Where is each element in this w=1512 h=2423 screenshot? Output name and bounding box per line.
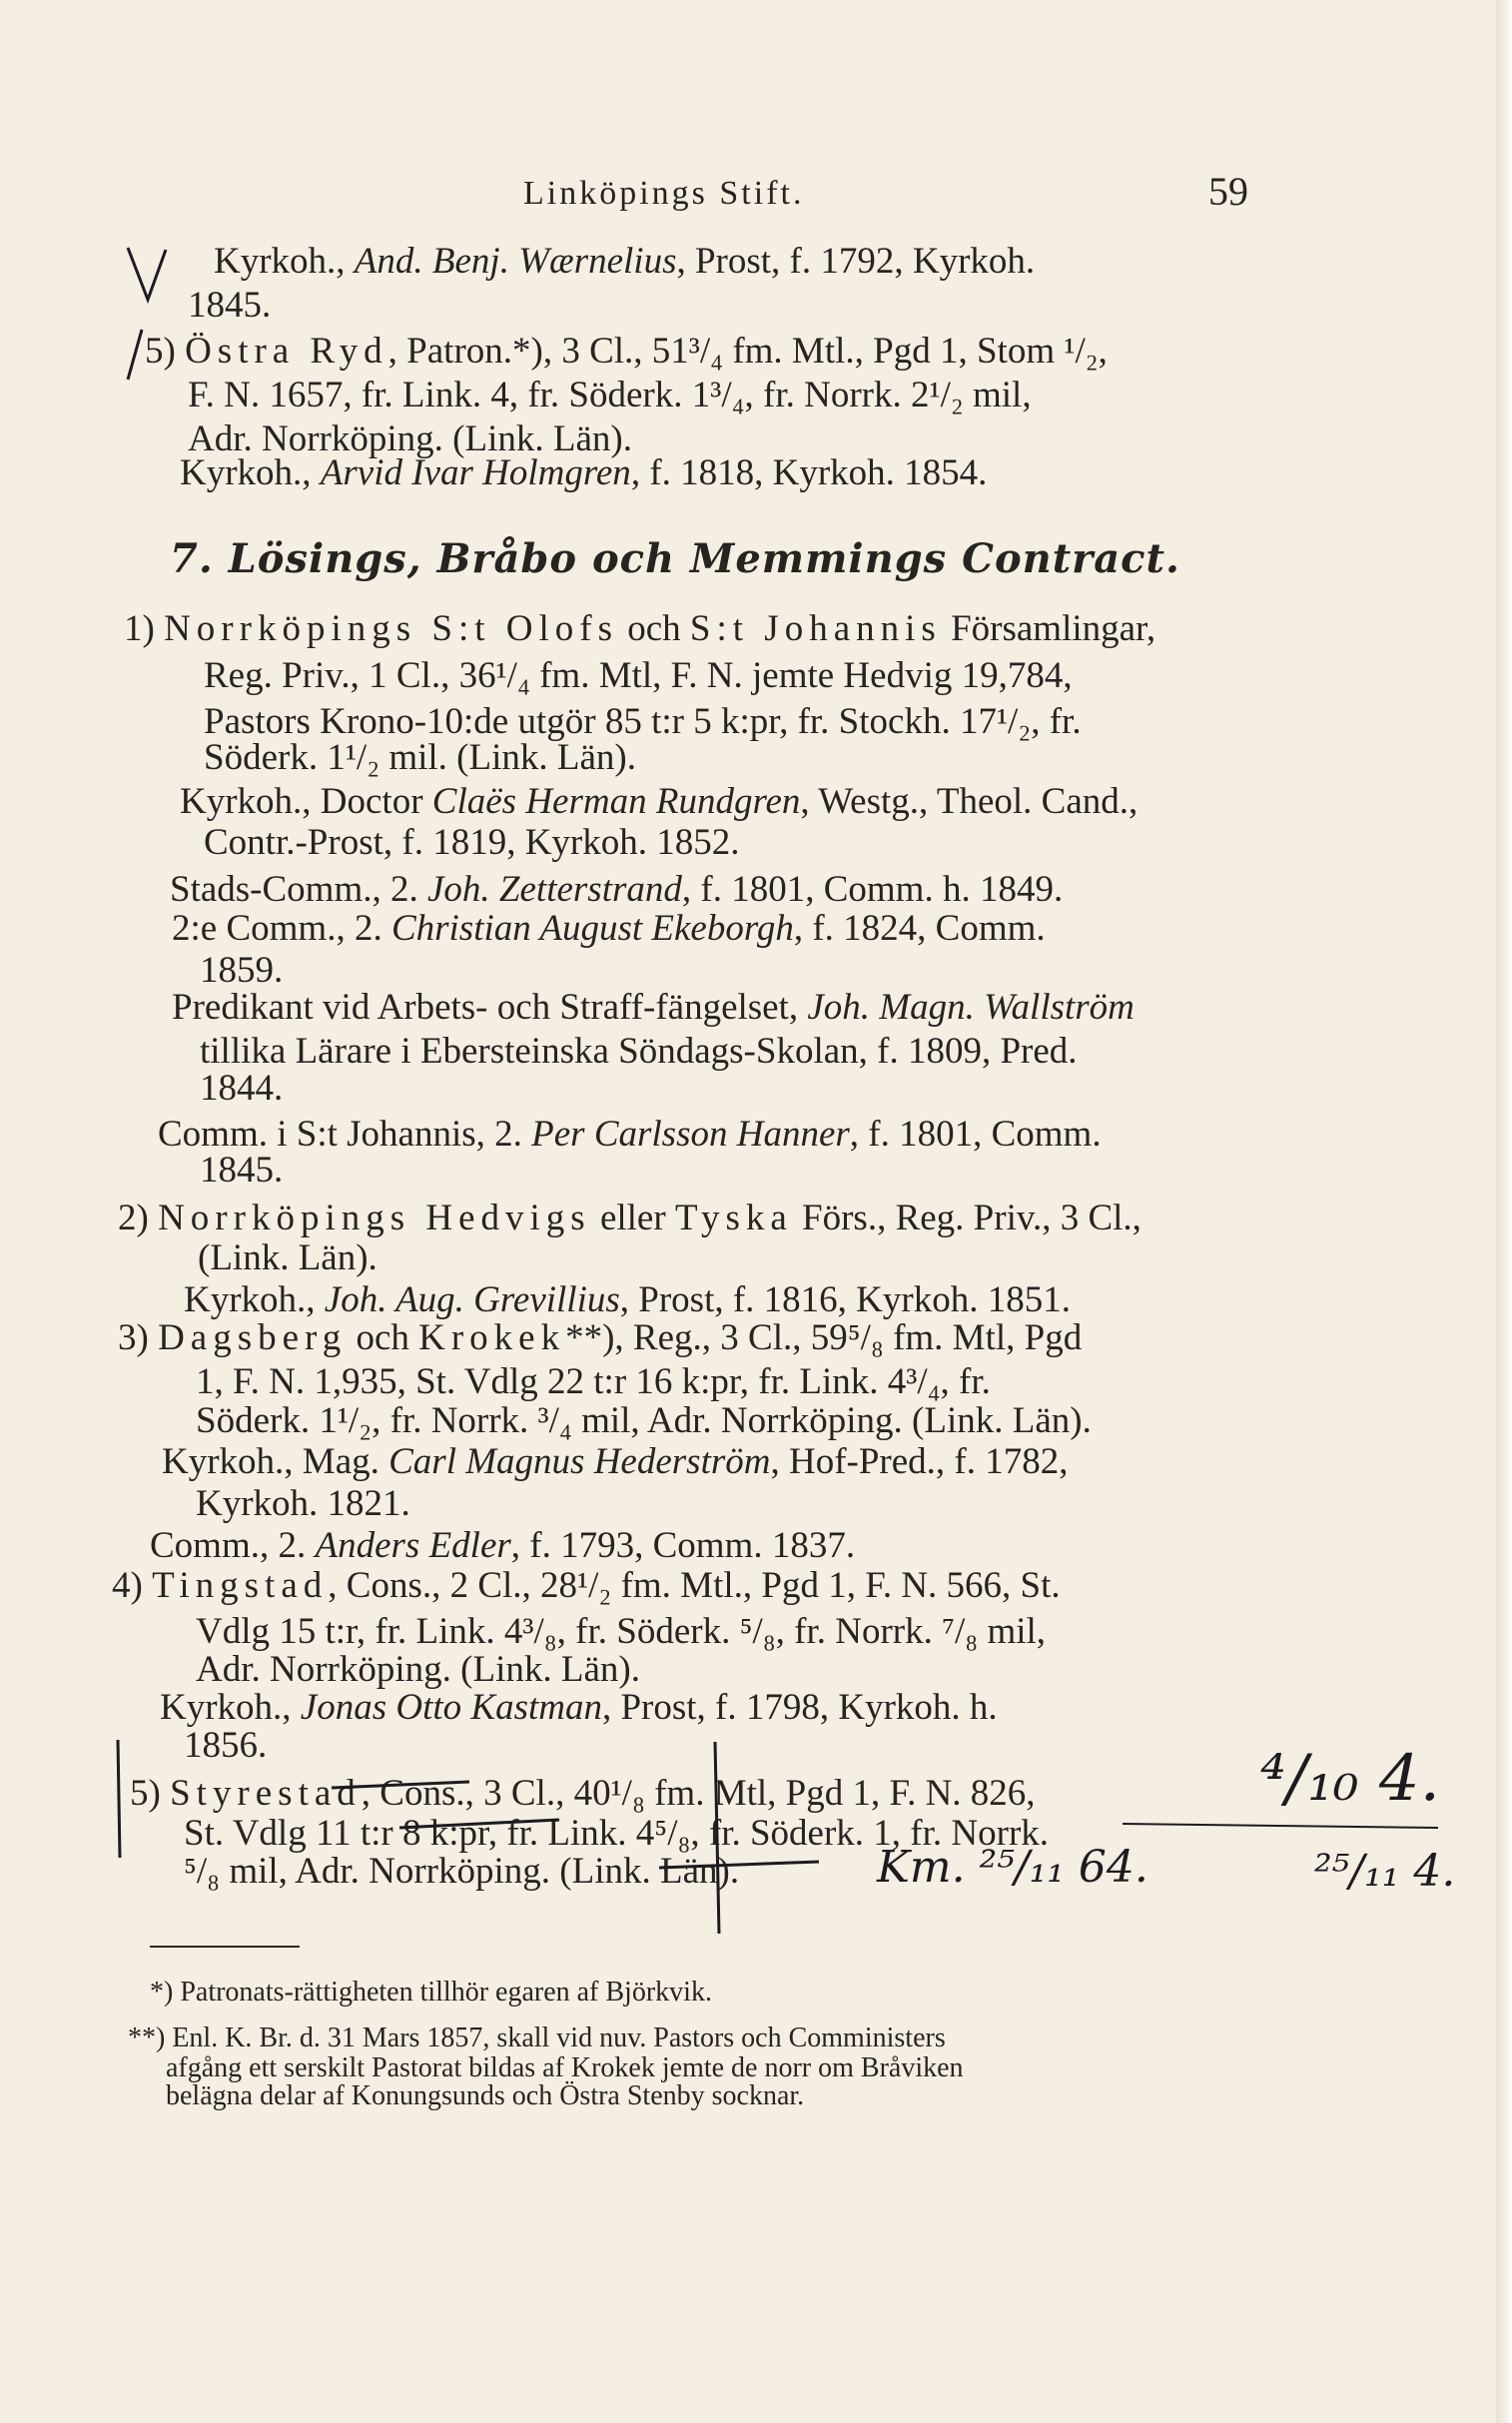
- text-line: St. Vdlg 11 t:r 8 k:pr, fr. Link. 4⁵/₈, fr. Söderk. 1, fr. Norrk.: [184, 1813, 1050, 1854]
- entry-line: 2) Norrköpings Hedvigs eller Tyska Förs., Reg. Priv., 3 Cl.,: [118, 1198, 1141, 1238]
- person-name: And. Benj. Wærnelius: [354, 241, 677, 282]
- section-heading: 7. Lösings, Bråbo och Memmings Contract.: [170, 535, 1180, 582]
- running-header: Linköpings Stift.: [523, 175, 805, 212]
- handwritten-note: Km. ²⁵/₁₁ 64.: [877, 1842, 1148, 1893]
- parish-name: Tingstad: [152, 1565, 329, 1606]
- parish-name: S:t Johannis: [689, 608, 942, 649]
- text-line: Kyrkoh., Doctor Claës Herman Rundgren, Westg., Theol. Cand.,: [180, 781, 1138, 822]
- parish-name: Norrköpings Hedvigs: [158, 1198, 591, 1238]
- text-line: Kyrkoh., Arvid Ivar Holmgren, f. 1818, Kyrkoh. 1854.: [180, 452, 988, 493]
- parish-name: Krokek: [418, 1317, 566, 1358]
- text-line: Vdlg 15 t:r, fr. Link. 4³/₈, fr. Söderk. ⁵/₈, fr. Norrk. ⁷/₈ mil,: [196, 1611, 1047, 1652]
- parish-name: Östra Ryd: [185, 331, 388, 372]
- text-line: 1845.: [200, 1150, 284, 1191]
- margin-line: [118, 1740, 120, 1858]
- text-line: 1856.: [184, 1725, 268, 1766]
- person-name: Joh. Magn. Wallström: [807, 987, 1134, 1028]
- text-line: Predikant vid Arbets- och Straff-fängelset, Joh. Magn. Wallström: [172, 987, 1134, 1028]
- strike-line: [332, 1782, 469, 1788]
- pen-stroke: [128, 330, 142, 380]
- text-line: 1859.: [200, 950, 284, 991]
- text-line: Pastors Krono-10:de utgör 85 t:r 5 k:pr, fr. Stockh. 17¹/₂, fr.: [204, 701, 1082, 742]
- entry-line: 5) Östra Ryd, Patron.*), 3 Cl., 51³/₄ fm. Mtl., Pgd 1, Stom ¹/₂,: [145, 331, 1108, 372]
- text-line: Stads-Comm., 2. Joh. Zetterstrand, f. 1801, Comm. h. 1849.: [170, 869, 1064, 910]
- footnote-continuation: belägna delar af Konungsunds och Östra Stenby socknar.: [166, 2080, 805, 2111]
- handwritten-note: ⁴/₁₀ 4.: [1260, 1742, 1440, 1816]
- text-line: Adr. Norrköping. (Link. Län).: [196, 1649, 640, 1690]
- person-name: Per Carlsson Hanner: [531, 1114, 850, 1155]
- text-line: Kyrkoh., Jonas Otto Kastman, Prost, f. 1798, Kyrkoh. h.: [160, 1687, 998, 1728]
- text-line: 1845.: [188, 285, 272, 326]
- underline-stroke: [1123, 1824, 1438, 1828]
- text-line: Kyrkoh., Joh. Aug. Grevillius, Prost, f. 1816, Kyrkoh. 1851.: [184, 1279, 1071, 1320]
- person-name: Carl Magnus Hederström: [388, 1441, 771, 1482]
- person-name: Christian August Ekeborgh: [390, 908, 794, 949]
- text-line: Reg. Priv., 1 Cl., 36¹/₄ fm. Mtl, F. N. jemte Hedvig 19,784,: [204, 655, 1073, 696]
- person-name: Anders Edler: [315, 1525, 511, 1566]
- parish-name: Styrestad: [170, 1773, 362, 1814]
- strike-line: [659, 1862, 819, 1868]
- footnote: *) Patronats-rättigheten tillhör egaren af Björkvik.: [150, 1977, 712, 2008]
- text-line: 2:e Comm., 2. Christian August Ekeborgh, f. 1824, Comm.: [172, 908, 1046, 949]
- text-line: Comm. i S:t Johannis, 2. Per Carlsson Hanner, f. 1801, Comm.: [158, 1114, 1102, 1155]
- text-line: Contr.-Prost, f. 1819, Kyrkoh. 1852.: [204, 822, 740, 863]
- person-name: Joh. Zetterstrand: [427, 869, 682, 910]
- strike-line: [399, 1820, 559, 1828]
- footnote-rule: [150, 1946, 300, 1948]
- text-line: Adr. Norrköping. (Link. Län).: [188, 418, 632, 459]
- text-line: Kyrkoh. 1821.: [196, 1483, 410, 1524]
- text-line: (Link. Län).: [198, 1237, 378, 1278]
- text-line: tillika Lärare i Ebersteinska Söndags-Skolan, f. 1809, Pred.: [200, 1031, 1078, 1072]
- person-name: Jonas Otto Kastman: [300, 1687, 602, 1728]
- person-name: Arvid Ivar Holmgren: [320, 452, 631, 493]
- parish-name: Norrköpings S:t Olofs: [164, 608, 618, 649]
- entry-line: 4) Tingstad, Cons., 2 Cl., 28¹/₂ fm. Mtl., Pgd 1, F. N. 566, St.: [112, 1565, 1061, 1606]
- text-line: Kyrkoh., And. Benj. Wærnelius, Prost, f. 1792, Kyrkoh.: [214, 241, 1036, 282]
- parish-name: Tyska: [674, 1198, 793, 1238]
- footnote: **) Enl. K. Br. d. 31 Mars 1857, skall vid nuv. Pastors och Comministers: [128, 2022, 946, 2053]
- text-line: 1, F. N. 1,935, St. Vdlg 22 t:r 16 k:pr, fr. Link. 4³/₄, fr.: [196, 1361, 991, 1402]
- text-line: ⁵/₈ mil, Adr. Norrköping. (Link. Län).: [184, 1851, 740, 1892]
- vertical-stroke: [715, 1742, 719, 1934]
- person-name: Claës Herman Rundgren: [431, 781, 801, 822]
- text-line: Söderk. 1¹/₂, fr. Norrk. ³/₄ mil, Adr. Norrköping. (Link. Län).: [196, 1400, 1092, 1441]
- parish-name: Dagsberg: [158, 1317, 348, 1358]
- text-line: 1844.: [200, 1068, 284, 1109]
- text-line: Comm., 2. Anders Edler, f. 1793, Comm. 1837.: [150, 1525, 856, 1566]
- text-line: Söderk. 1¹/₂ mil. (Link. Län).: [204, 737, 636, 778]
- text-line: Kyrkoh., Mag. Carl Magnus Hederström, Hof-Pred., f. 1782,: [162, 1441, 1069, 1482]
- handwritten-note: ²⁵/₁₁ 4.: [1314, 1846, 1456, 1897]
- person-name: Joh. Aug. Grevillius: [324, 1279, 620, 1320]
- page-number: 59: [1208, 169, 1248, 214]
- entry-line: 1) Norrköpings S:t Olofs och S:t Johannis Församlingar,: [124, 608, 1156, 649]
- footnote-continuation: afgång ett serskilt Pastorat bildas af Krokek jemte de norr om Bråviken: [166, 2052, 964, 2083]
- check-mark: [128, 248, 166, 300]
- entry-line: 5) Styrestad, Cons., 3 Cl., 40¹/₈ fm. Mtl, Pgd 1, F. N. 826,: [130, 1773, 1036, 1814]
- entry-line: 3) Dagsberg och Krokek**), Reg., 3 Cl., 59⁵/₈ fm. Mtl, Pgd: [118, 1317, 1083, 1358]
- text-line: F. N. 1657, fr. Link. 4, fr. Söderk. 1³/₄, fr. Norrk. 2¹/₂ mil,: [188, 375, 1032, 415]
